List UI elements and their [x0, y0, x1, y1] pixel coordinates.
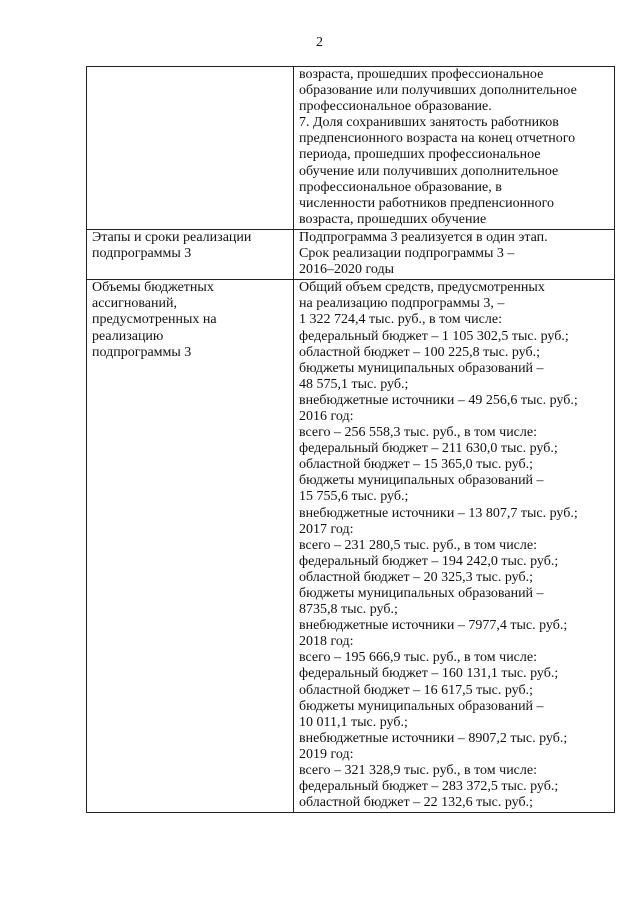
- row-content-cell: [294, 67, 615, 230]
- row-content-line: областной бюджет – 100 225,8 тыс. руб.;: [299, 344, 540, 360]
- row-label-cell: [87, 280, 294, 813]
- row-label-cell: [87, 229, 294, 279]
- subprogram-passport-table: [86, 66, 615, 813]
- row-content-line: 48 575,1 тыс. руб.;: [299, 376, 409, 392]
- row-content-line: 7. Доля сохранивших занятость работников: [299, 115, 559, 131]
- table-row-stages-and-terms: [87, 229, 615, 279]
- row-content-line: областной бюджет – 20 325,3 тыс. руб.;: [299, 569, 533, 585]
- row-content-line: бюджеты муниципальных образований –: [299, 360, 544, 376]
- row-content-line: возраста, прошедших обучение: [299, 211, 487, 227]
- row-content-cell: [294, 280, 615, 813]
- row-content-line: всего – 321 328,9 тыс. руб., в том числе:: [299, 763, 537, 779]
- row-content-line: профессиональное образование.: [299, 99, 492, 115]
- row-label-cell: [87, 67, 294, 230]
- row-content-line: внебюджетные источники – 7977,4 тыс. руб.;: [299, 618, 568, 634]
- row-content-line: внебюджетные источники – 8907,2 тыс. руб.;: [299, 730, 568, 746]
- row-content-line: обучение или получивших дополнительное: [299, 163, 559, 179]
- row-content-line: 2019 год:: [299, 746, 354, 762]
- row-content-line: всего – 195 666,9 тыс. руб., в том числе:: [299, 650, 537, 666]
- row-content-line: федеральный бюджет – 211 630,0 тыс. руб.;: [299, 441, 558, 457]
- row-content-cell: [294, 229, 615, 279]
- row-content-line: бюджеты муниципальных образований –: [299, 698, 544, 714]
- row-content-line: внебюджетные источники – 13 807,7 тыс. руб.;: [299, 505, 578, 521]
- page-number: 2: [316, 35, 323, 50]
- table-row-target-indicators-continued: [87, 67, 615, 230]
- row-content-line: 2018 год:: [299, 634, 354, 650]
- row-content-line: 15 755,6 тыс. руб.;: [299, 489, 409, 505]
- row-label-line: предусмотренных на: [92, 312, 217, 328]
- row-label-line: ассигнований,: [92, 296, 177, 312]
- row-content-line: предпенсионного возраста на конец отчетного: [299, 131, 576, 147]
- row-content-line: периода, прошедших профессиональное: [299, 147, 541, 163]
- row-content-line: профессиональное образование, в: [299, 179, 502, 195]
- row-content-line: 2017 год:: [299, 521, 354, 537]
- row-content-line: федеральный бюджет – 1 105 302,5 тыс. руб.;: [299, 328, 569, 344]
- row-content-line: возраста, прошедших профессиональное: [299, 67, 544, 82]
- row-content-line: федеральный бюджет – 194 242,0 тыс. руб.;: [299, 553, 559, 569]
- row-content-line: численности работников предпенсионного: [299, 195, 554, 211]
- row-content-line: бюджеты муниципальных образований –: [299, 586, 544, 601]
- row-label-line: подпрограммы 3: [92, 246, 192, 262]
- row-content-line: Подпрограмма 3 реализуется в один этап.: [299, 229, 548, 245]
- row-content-line: бюджеты муниципальных образований –: [299, 473, 544, 489]
- row-content-line: областной бюджет – 22 132,6 тыс. руб.;: [299, 795, 533, 811]
- row-content-line: образование или получивших дополнительное: [299, 83, 577, 99]
- row-content-line: федеральный бюджет – 160 131,1 тыс. руб.;: [299, 666, 559, 682]
- row-content-line: на реализацию подпрограммы 3, –: [299, 296, 505, 312]
- row-content-line: федеральный бюджет – 283 372,5 тыс. руб.;: [299, 779, 559, 795]
- table-row-budget-allocations: [87, 280, 615, 813]
- row-content-line: Общий объем средств, предусмотренных: [299, 280, 545, 296]
- row-content-line: Срок реализации подпрограммы 3 –: [299, 246, 515, 262]
- row-label-line: реализацию: [92, 328, 164, 344]
- row-content-line: 2016 год:: [299, 408, 354, 424]
- row-label-line: Объемы бюджетных: [92, 280, 214, 296]
- row-content-line: областной бюджет – 16 617,5 тыс. руб.;: [299, 682, 533, 698]
- row-content-line: областной бюджет – 15 365,0 тыс. руб.;: [299, 457, 533, 473]
- row-content-line: всего – 256 558,3 тыс. руб., в том числе:: [299, 425, 537, 441]
- row-content-line: 8735,8 тыс. руб.;: [299, 602, 398, 618]
- row-label-line: подпрограммы 3: [92, 344, 192, 360]
- row-content-line: 2016–2020 годы: [299, 262, 395, 278]
- row-label-line: Этапы и сроки реализации: [92, 229, 252, 245]
- row-content-line: внебюджетные источники – 49 256,6 тыс. руб.;: [299, 392, 578, 408]
- row-content-line: 1 322 724,4 тыс. руб., в том числе:: [299, 312, 502, 328]
- row-content-line: всего – 231 280,5 тыс. руб., в том числе:: [299, 537, 537, 553]
- row-content-line: 10 011,1 тыс. руб.;: [299, 714, 408, 730]
